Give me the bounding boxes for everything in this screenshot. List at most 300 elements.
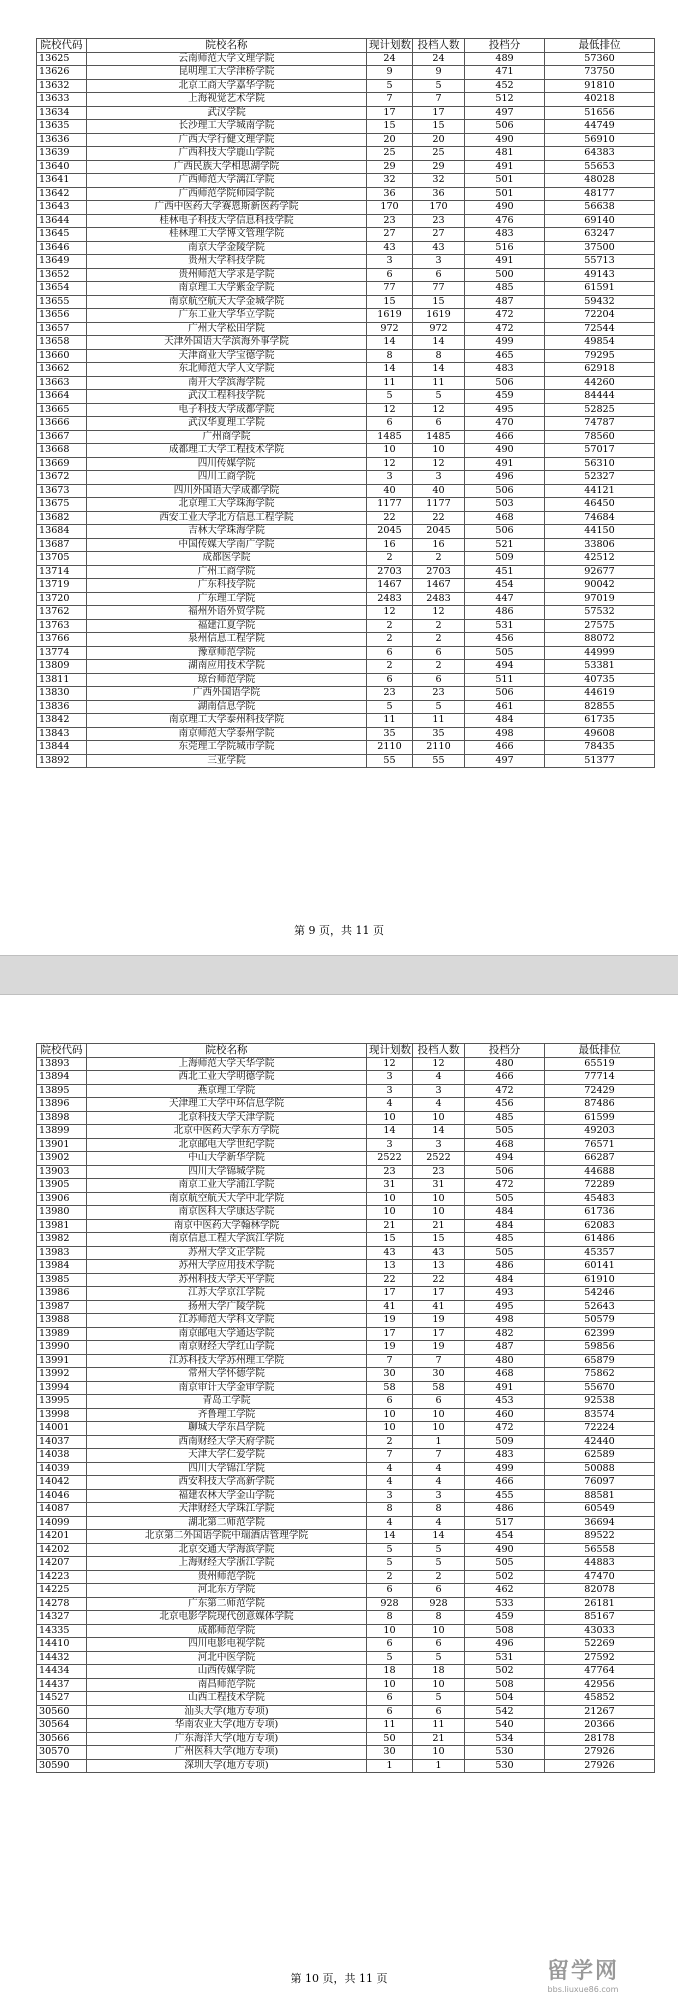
- cell-admitted-count: 23: [413, 1165, 465, 1179]
- cell-school-name: 南京理工大学泰州科技学院: [87, 714, 367, 728]
- cell-planned-count: 3: [367, 1489, 413, 1503]
- cell-school-name: 中山大学新华学院: [87, 1152, 367, 1166]
- cell-cutoff-score: 490: [465, 201, 545, 215]
- table-row: [37, 646, 655, 660]
- cell-school-code: 13666: [37, 417, 87, 431]
- table-row: [37, 1665, 655, 1679]
- cell-school-name: 苏州大学文正学院: [87, 1246, 367, 1260]
- cell-planned-count: 11: [367, 1719, 413, 1733]
- cell-planned-count: 22: [367, 1273, 413, 1287]
- cell-school-name: 北京理工大学珠海学院: [87, 498, 367, 512]
- cell-lowest-rank: 49854: [545, 336, 655, 350]
- cell-school-name: 四川工商学院: [87, 471, 367, 485]
- cell-planned-count: 6: [367, 417, 413, 431]
- cell-admitted-count: 10: [413, 1422, 465, 1436]
- cell-planned-count: 10: [367, 1422, 413, 1436]
- table-row: [37, 1422, 655, 1436]
- cell-admitted-count: 18: [413, 1665, 465, 1679]
- cell-lowest-rank: 49608: [545, 727, 655, 741]
- cell-admitted-count: 1467: [413, 579, 465, 593]
- cell-lowest-rank: 59432: [545, 295, 655, 309]
- cell-cutoff-score: 456: [465, 1098, 545, 1112]
- cell-school-name: 北京电影学院现代创意媒体学院: [87, 1611, 367, 1625]
- page-10: [0, 995, 678, 1992]
- cell-planned-count: 5: [367, 1543, 413, 1557]
- cell-admitted-count: 12: [413, 403, 465, 417]
- table-row: [37, 93, 655, 107]
- cell-planned-count: 8: [367, 349, 413, 363]
- table-row: [37, 606, 655, 620]
- table-row: [37, 1584, 655, 1598]
- cell-school-name: 广东工业大学华立学院: [87, 309, 367, 323]
- cell-admitted-count: 4: [413, 1476, 465, 1490]
- table-row: [37, 106, 655, 120]
- cell-lowest-rank: 40735: [545, 673, 655, 687]
- cell-admitted-count: 9: [413, 66, 465, 80]
- cell-lowest-rank: 74684: [545, 511, 655, 525]
- table-row: [37, 241, 655, 255]
- cell-lowest-rank: 90042: [545, 579, 655, 593]
- cell-lowest-rank: 47470: [545, 1570, 655, 1584]
- cell-cutoff-score: 485: [465, 1111, 545, 1125]
- cell-school-name: 江苏师范大学科文学院: [87, 1314, 367, 1328]
- cell-lowest-rank: 48177: [545, 187, 655, 201]
- cell-lowest-rank: 27926: [545, 1759, 655, 1773]
- table-row: [37, 1287, 655, 1301]
- cell-cutoff-score: 490: [465, 133, 545, 147]
- cell-cutoff-score: 454: [465, 579, 545, 593]
- cell-cutoff-score: 484: [465, 714, 545, 728]
- cell-school-code: 13843: [37, 727, 87, 741]
- cell-school-name: 东莞理工学院城市学院: [87, 741, 367, 755]
- cell-cutoff-score: 465: [465, 349, 545, 363]
- cell-admitted-count: 15: [413, 295, 465, 309]
- cell-planned-count: 14: [367, 336, 413, 350]
- cell-school-name: 贵州大学科技学院: [87, 255, 367, 269]
- cell-admitted-count: 10: [413, 1111, 465, 1125]
- cell-cutoff-score: 497: [465, 754, 545, 768]
- cell-school-code: 13675: [37, 498, 87, 512]
- cell-cutoff-score: 504: [465, 1692, 545, 1706]
- table-row: [37, 1354, 655, 1368]
- cell-cutoff-score: 508: [465, 1678, 545, 1692]
- cell-cutoff-score: 452: [465, 79, 545, 93]
- cell-lowest-rank: 52327: [545, 471, 655, 485]
- cell-school-name: 常州大学怀德学院: [87, 1368, 367, 1382]
- cell-admitted-count: 13: [413, 1260, 465, 1274]
- cell-school-name: 天津财经大学珠江学院: [87, 1503, 367, 1517]
- cell-cutoff-score: 493: [465, 1287, 545, 1301]
- cell-school-name: 南京师范大学泰州学院: [87, 727, 367, 741]
- cell-admitted-count: 17: [413, 1327, 465, 1341]
- cell-planned-count: 10: [367, 1678, 413, 1692]
- cell-school-code: 13655: [37, 295, 87, 309]
- cell-planned-count: 3: [367, 1138, 413, 1152]
- cell-planned-count: 15: [367, 1233, 413, 1247]
- table-row: [37, 390, 655, 404]
- table-row: [37, 1746, 655, 1760]
- cell-admitted-count: 14: [413, 363, 465, 377]
- cell-school-name: 天津理工大学中环信息学院: [87, 1098, 367, 1112]
- cell-lowest-rank: 48028: [545, 174, 655, 188]
- cell-cutoff-score: 506: [465, 376, 545, 390]
- cell-admitted-count: 12: [413, 606, 465, 620]
- table-row: [37, 430, 655, 444]
- cell-admitted-count: 55: [413, 754, 465, 768]
- cell-cutoff-score: 495: [465, 1300, 545, 1314]
- cell-cutoff-score: 483: [465, 1449, 545, 1463]
- cell-cutoff-score: 451: [465, 565, 545, 579]
- cell-planned-count: 50: [367, 1732, 413, 1746]
- cell-cutoff-score: 471: [465, 66, 545, 80]
- cell-school-code: 13656: [37, 309, 87, 323]
- table-row: [37, 660, 655, 674]
- cell-planned-count: 25: [367, 147, 413, 161]
- cell-admitted-count: 10: [413, 1746, 465, 1760]
- cell-cutoff-score: 459: [465, 1611, 545, 1625]
- cell-school-code: 13632: [37, 79, 87, 93]
- cell-school-name: 桂林电子科技大学信息科技学院: [87, 214, 367, 228]
- cell-cutoff-score: 500: [465, 268, 545, 282]
- cell-cutoff-score: 447: [465, 592, 545, 606]
- cell-lowest-rank: 65879: [545, 1354, 655, 1368]
- cell-admitted-count: 6: [413, 268, 465, 282]
- cell-lowest-rank: 82078: [545, 1584, 655, 1598]
- table-row: [37, 52, 655, 66]
- admission-table-page-9: [36, 38, 655, 768]
- cell-school-name: 南京理工大学紫金学院: [87, 282, 367, 296]
- cell-school-code: 13991: [37, 1354, 87, 1368]
- cell-admitted-count: 35: [413, 727, 465, 741]
- cell-school-name: 福建江夏学院: [87, 619, 367, 633]
- cell-lowest-rank: 44150: [545, 525, 655, 539]
- cell-cutoff-score: 496: [465, 1638, 545, 1652]
- cell-cutoff-score: 468: [465, 511, 545, 525]
- table-row: [37, 363, 655, 377]
- cell-school-code: 14087: [37, 1503, 87, 1517]
- cell-cutoff-score: 466: [465, 1071, 545, 1085]
- cell-school-code: 13719: [37, 579, 87, 593]
- cell-admitted-count: 10: [413, 1206, 465, 1220]
- cell-school-code: 30570: [37, 1746, 87, 1760]
- cell-lowest-rank: 78560: [545, 430, 655, 444]
- cell-school-code: 13673: [37, 484, 87, 498]
- header-cutoff-score: 投档分: [465, 39, 545, 53]
- cell-school-code: 14432: [37, 1651, 87, 1665]
- cell-school-code: 14207: [37, 1557, 87, 1571]
- cell-lowest-rank: 44121: [545, 484, 655, 498]
- cell-cutoff-score: 542: [465, 1705, 545, 1719]
- header-planned-count: 现计划数: [367, 1044, 413, 1058]
- table-row: [37, 295, 655, 309]
- cell-school-code: 13903: [37, 1165, 87, 1179]
- table-row: [37, 322, 655, 336]
- cell-admitted-count: 1619: [413, 309, 465, 323]
- table-row: [37, 1219, 655, 1233]
- cell-school-code: 13654: [37, 282, 87, 296]
- cell-school-name: 河北东方学院: [87, 1584, 367, 1598]
- cell-school-code: 13763: [37, 619, 87, 633]
- cell-lowest-rank: 88581: [545, 1489, 655, 1503]
- cell-planned-count: 2045: [367, 525, 413, 539]
- table-row: [37, 214, 655, 228]
- cell-cutoff-score: 495: [465, 403, 545, 417]
- cell-school-code: 13636: [37, 133, 87, 147]
- cell-lowest-rank: 45852: [545, 1692, 655, 1706]
- cell-cutoff-score: 491: [465, 255, 545, 269]
- cell-cutoff-score: 456: [465, 633, 545, 647]
- cell-school-code: 13720: [37, 592, 87, 606]
- table-row: [37, 66, 655, 80]
- cell-admitted-count: 5: [413, 390, 465, 404]
- cell-school-name: 江苏大学京江学院: [87, 1287, 367, 1301]
- table-row: [37, 349, 655, 363]
- cell-admitted-count: 2: [413, 660, 465, 674]
- cell-lowest-rank: 42512: [545, 552, 655, 566]
- table-row: [37, 714, 655, 728]
- cell-lowest-rank: 57532: [545, 606, 655, 620]
- cell-school-name: 桂林理工大学博文管理学院: [87, 228, 367, 242]
- cell-lowest-rank: 65519: [545, 1057, 655, 1071]
- header-school-code: 院校代码: [37, 1044, 87, 1058]
- cell-school-name: 苏州大学应用技术学院: [87, 1260, 367, 1274]
- cell-admitted-count: 3: [413, 471, 465, 485]
- cell-admitted-count: 8: [413, 1611, 465, 1625]
- header-lowest-rank: 最低排位: [545, 39, 655, 53]
- cell-school-name: 贵州师范大学求是学院: [87, 268, 367, 282]
- cell-admitted-count: 928: [413, 1597, 465, 1611]
- cell-school-name: 贵州师范学院: [87, 1570, 367, 1584]
- cell-cutoff-score: 480: [465, 1057, 545, 1071]
- cell-lowest-rank: 82855: [545, 700, 655, 714]
- cell-school-code: 14038: [37, 1449, 87, 1463]
- cell-school-name: 湖北第二师范学院: [87, 1516, 367, 1530]
- cell-cutoff-score: 472: [465, 1422, 545, 1436]
- cell-school-name: 南京邮电大学通达学院: [87, 1327, 367, 1341]
- cell-school-name: 广西外国语学院: [87, 687, 367, 701]
- table-row: [37, 309, 655, 323]
- table-row: [37, 1462, 655, 1476]
- cell-school-name: 广西科技大学鹿山学院: [87, 147, 367, 161]
- cell-lowest-rank: 76097: [545, 1476, 655, 1490]
- cell-planned-count: 6: [367, 1692, 413, 1706]
- cell-planned-count: 6: [367, 1395, 413, 1409]
- cell-planned-count: 19: [367, 1341, 413, 1355]
- cell-planned-count: 2: [367, 660, 413, 674]
- cell-lowest-rank: 43033: [545, 1624, 655, 1638]
- cell-school-code: 14201: [37, 1530, 87, 1544]
- cell-school-code: 13682: [37, 511, 87, 525]
- table-row: [37, 1503, 655, 1517]
- table-row: [37, 511, 655, 525]
- table-row: [37, 403, 655, 417]
- cell-planned-count: 41: [367, 1300, 413, 1314]
- table-row: [37, 79, 655, 93]
- cell-admitted-count: 2703: [413, 565, 465, 579]
- watermark-url: bbs.liuxue86.com: [547, 1985, 619, 1994]
- cell-lowest-rank: 52269: [545, 1638, 655, 1652]
- cell-cutoff-score: 506: [465, 525, 545, 539]
- cell-school-name: 南京财经大学红山学院: [87, 1341, 367, 1355]
- cell-school-code: 13906: [37, 1192, 87, 1206]
- cell-school-name: 广州商学院: [87, 430, 367, 444]
- cell-cutoff-score: 483: [465, 363, 545, 377]
- cell-planned-count: 5: [367, 79, 413, 93]
- table-row: [37, 1300, 655, 1314]
- cell-school-name: 湖南信息学院: [87, 700, 367, 714]
- cell-cutoff-score: 501: [465, 187, 545, 201]
- cell-admitted-count: 6: [413, 417, 465, 431]
- cell-planned-count: 8: [367, 1611, 413, 1625]
- cell-cutoff-score: 490: [465, 1543, 545, 1557]
- cell-school-name: 武汉工程科技学院: [87, 390, 367, 404]
- cell-lowest-rank: 56558: [545, 1543, 655, 1557]
- cell-admitted-count: 29: [413, 160, 465, 174]
- cell-admitted-count: 6: [413, 1705, 465, 1719]
- cell-cutoff-score: 502: [465, 1665, 545, 1679]
- cell-school-code: 13663: [37, 376, 87, 390]
- table-row: [37, 1273, 655, 1287]
- cell-school-name: 南京航空航天大学中北学院: [87, 1192, 367, 1206]
- cell-planned-count: 17: [367, 1327, 413, 1341]
- cell-planned-count: 2: [367, 552, 413, 566]
- cell-cutoff-score: 486: [465, 1260, 545, 1274]
- cell-school-code: 13662: [37, 363, 87, 377]
- table-row: [37, 673, 655, 687]
- cell-school-name: 长沙理工大学城南学院: [87, 120, 367, 134]
- cell-admitted-count: 5: [413, 79, 465, 93]
- header-planned-count: 现计划数: [367, 39, 413, 53]
- cell-school-code: 13643: [37, 201, 87, 215]
- cell-school-code: 13892: [37, 754, 87, 768]
- cell-planned-count: 170: [367, 201, 413, 215]
- cell-admitted-count: 2522: [413, 1152, 465, 1166]
- table-row: [37, 376, 655, 390]
- cell-planned-count: 1485: [367, 430, 413, 444]
- cell-school-code: 14202: [37, 1543, 87, 1557]
- cell-school-code: 13668: [37, 444, 87, 458]
- cell-school-name: 云南师范大学文理学院: [87, 52, 367, 66]
- cell-school-code: 14335: [37, 1624, 87, 1638]
- cell-cutoff-score: 498: [465, 727, 545, 741]
- cell-school-code: 13639: [37, 147, 87, 161]
- cell-school-name: 福州外语外贸学院: [87, 606, 367, 620]
- table-row: [37, 1638, 655, 1652]
- table-row: [37, 1705, 655, 1719]
- cell-admitted-count: 170: [413, 201, 465, 215]
- cell-lowest-rank: 53381: [545, 660, 655, 674]
- table-row: [37, 471, 655, 485]
- cell-school-name: 成都师范学院: [87, 1624, 367, 1638]
- table-row: [37, 1206, 655, 1220]
- cell-cutoff-score: 499: [465, 1462, 545, 1476]
- cell-cutoff-score: 521: [465, 538, 545, 552]
- cell-school-name: 南京中医药大学翰林学院: [87, 1219, 367, 1233]
- cell-school-name: 广西中医药大学赛恩斯新医药学院: [87, 201, 367, 215]
- cell-cutoff-score: 476: [465, 214, 545, 228]
- cell-planned-count: 2: [367, 633, 413, 647]
- cell-school-code: 13660: [37, 349, 87, 363]
- cell-admitted-count: 19: [413, 1314, 465, 1328]
- cell-school-name: 山西工程技术学院: [87, 1692, 367, 1706]
- cell-lowest-rank: 63247: [545, 228, 655, 242]
- cell-planned-count: 23: [367, 214, 413, 228]
- cell-admitted-count: 11: [413, 714, 465, 728]
- cell-school-code: 13986: [37, 1287, 87, 1301]
- cell-cutoff-score: 509: [465, 552, 545, 566]
- cell-school-name: 广州医科大学(地方专项): [87, 1746, 367, 1760]
- cell-school-name: 广东理工学院: [87, 592, 367, 606]
- cell-cutoff-score: 484: [465, 1206, 545, 1220]
- table-row: [37, 268, 655, 282]
- cell-school-code: 13830: [37, 687, 87, 701]
- cell-school-code: 13905: [37, 1179, 87, 1193]
- cell-cutoff-score: 466: [465, 741, 545, 755]
- cell-admitted-count: 7: [413, 1449, 465, 1463]
- table-row: [37, 552, 655, 566]
- cell-planned-count: 7: [367, 93, 413, 107]
- cell-school-name: 四川传媒学院: [87, 457, 367, 471]
- cell-school-name: 广西师范学院师园学院: [87, 187, 367, 201]
- cell-cutoff-score: 516: [465, 241, 545, 255]
- cell-lowest-rank: 61599: [545, 1111, 655, 1125]
- cell-school-code: 13645: [37, 228, 87, 242]
- cell-school-name: 四川大学锦江学院: [87, 1462, 367, 1476]
- cell-school-code: 13714: [37, 565, 87, 579]
- cell-planned-count: 7: [367, 1354, 413, 1368]
- cell-planned-count: 23: [367, 687, 413, 701]
- cell-school-code: 13766: [37, 633, 87, 647]
- cell-cutoff-score: 508: [465, 1624, 545, 1638]
- cell-school-code: 13669: [37, 457, 87, 471]
- cell-lowest-rank: 85167: [545, 1611, 655, 1625]
- cell-school-code: 13995: [37, 1395, 87, 1409]
- cell-school-code: 13672: [37, 471, 87, 485]
- cell-cutoff-score: 484: [465, 1273, 545, 1287]
- cell-school-code: 13987: [37, 1300, 87, 1314]
- cell-admitted-count: 4: [413, 1462, 465, 1476]
- cell-lowest-rank: 57360: [545, 52, 655, 66]
- cell-lowest-rank: 61735: [545, 714, 655, 728]
- cell-planned-count: 3: [367, 1084, 413, 1098]
- cell-school-name: 四川外国语大学成都学院: [87, 484, 367, 498]
- table-row: [37, 282, 655, 296]
- cell-lowest-rank: 61736: [545, 1206, 655, 1220]
- cell-lowest-rank: 56638: [545, 201, 655, 215]
- cell-school-code: 14527: [37, 1692, 87, 1706]
- table-row: [37, 1597, 655, 1611]
- cell-lowest-rank: 62918: [545, 363, 655, 377]
- cell-planned-count: 4: [367, 1476, 413, 1490]
- cell-admitted-count: 2: [413, 633, 465, 647]
- cell-cutoff-score: 490: [465, 444, 545, 458]
- cell-admitted-count: 4: [413, 1098, 465, 1112]
- cell-planned-count: 5: [367, 1651, 413, 1665]
- cell-school-name: 北京工商大学嘉华学院: [87, 79, 367, 93]
- cell-admitted-count: 1: [413, 1435, 465, 1449]
- cell-admitted-count: 5: [413, 1692, 465, 1706]
- cell-school-name: 广东科技学院: [87, 579, 367, 593]
- table-body: [37, 52, 655, 768]
- cell-cutoff-score: 503: [465, 498, 545, 512]
- cell-school-code: 30564: [37, 1719, 87, 1733]
- table-row: [37, 1611, 655, 1625]
- cell-school-code: 14434: [37, 1665, 87, 1679]
- cell-school-name: 广西大学行健文理学院: [87, 133, 367, 147]
- table-row: [37, 484, 655, 498]
- cell-school-name: 南京审计大学金审学院: [87, 1381, 367, 1395]
- cell-lowest-rank: 54246: [545, 1287, 655, 1301]
